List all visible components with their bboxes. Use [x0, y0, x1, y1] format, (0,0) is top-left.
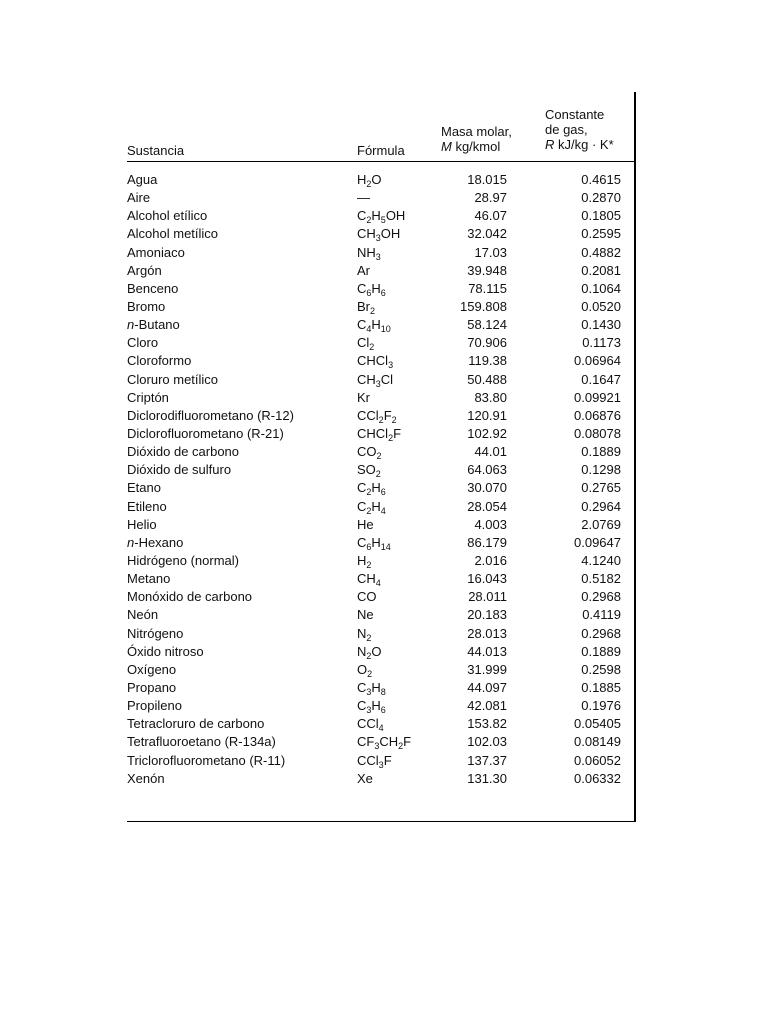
substance-label: Aire [127, 190, 151, 206]
table-row [127, 606, 634, 624]
formula-subscript: 4 [366, 324, 372, 335]
table-body [127, 171, 634, 788]
substance-label: Nitrógeno [127, 625, 184, 641]
formula-subscript: 3 [375, 233, 381, 244]
header-const-line2: de gas, [545, 122, 588, 137]
table-row [127, 498, 634, 516]
table-row [127, 588, 634, 606]
header-formula: Fórmula [357, 143, 405, 158]
table-row [127, 389, 634, 407]
molar-mass-cell: 102.92 [467, 425, 507, 441]
formula-cell: $CH_3Cl$ [357, 371, 394, 389]
substance-label: Tetracloruro de carbono [127, 716, 265, 732]
formula-cell: CHCl$_2$F [357, 425, 402, 443]
table-row [127, 352, 634, 370]
molar-mass-cell: 16.043 [467, 571, 507, 587]
molar-mass-cell: 28.011 [468, 589, 507, 605]
formula-subscript: 2 [366, 487, 372, 498]
formula-subscript: 2 [378, 414, 384, 425]
gas-constant-cell: 0.05405 [574, 716, 621, 732]
substance-prefix: n [127, 317, 135, 333]
bottom-rule [127, 821, 634, 822]
table-row [127, 189, 634, 207]
substance-name [127, 189, 150, 207]
table-row [127, 262, 634, 280]
substance-name [127, 298, 165, 316]
formula-cell: $SO_2$ [357, 462, 381, 480]
table-row [127, 697, 634, 715]
formula-subscript: 4 [378, 723, 384, 734]
table-row [127, 770, 634, 788]
substance-label: Amoniaco [127, 244, 185, 260]
substance-name [127, 733, 276, 751]
formula-cell: $C_3H_8$ [357, 679, 386, 697]
formula-cell: $H_2O$ [357, 172, 382, 189]
table-row [127, 733, 634, 751]
substance-label: Etano [127, 480, 161, 496]
table-row [127, 625, 634, 643]
substance-name [127, 661, 176, 679]
substance-name [127, 389, 169, 407]
molar-mass-cell: 46.07 [474, 208, 507, 224]
molar-mass-cell: 30.070 [467, 480, 507, 496]
formula-subscript: 6 [380, 487, 386, 498]
molar-mass-cell: 137.37 [467, 752, 507, 768]
formula-cell: $C_6H_{14}$ [357, 534, 391, 552]
formula-cell: Ar [357, 262, 370, 278]
substance-label: -Hexano [134, 534, 184, 550]
gas-constant-cell: 0.1298 [581, 462, 621, 478]
formula-subscript: 2 [366, 559, 372, 570]
gas-constant-cell: 0.1889 [581, 444, 621, 460]
formula-cell: $C_4H_{10}$ [357, 317, 391, 335]
table-row [127, 443, 634, 461]
gas-constant-cell: 0.1647 [581, 371, 621, 387]
formula-subscript: 5 [380, 215, 386, 226]
substance-prefix: n [127, 534, 135, 550]
formula-cell: Xe [357, 770, 373, 786]
table-row [127, 280, 634, 298]
formula-subscript: 6 [366, 541, 372, 552]
formula-subscript: 8 [380, 686, 386, 697]
formula-cell: He [357, 516, 374, 532]
substance-name [127, 225, 218, 243]
substance-label: Bromo [127, 298, 166, 314]
header-rule [127, 161, 634, 162]
molar-mass-cell: 44.013 [467, 643, 507, 659]
gas-constant-cell: 0.06052 [574, 752, 621, 768]
table-header [127, 92, 634, 162]
formula-cell: $N_2O$ [357, 643, 382, 661]
gas-constant-cell: 0.09647 [574, 534, 621, 550]
molar-mass-cell: 78.115 [468, 280, 507, 296]
header-const-line1: Constante [545, 107, 605, 122]
substance-label: Triclorofluorometano (R-11) [127, 752, 286, 768]
molar-mass-cell: 31.999 [467, 661, 507, 677]
formula-subscript: 3 [375, 251, 381, 262]
substance-label: Agua [127, 172, 158, 187]
substance-name [127, 715, 264, 733]
substance-name [127, 407, 294, 425]
substance-label: Diclorofluorometano (R-21) [127, 425, 284, 441]
substance-label: Dióxido de sulfuro [127, 462, 232, 478]
table-row [127, 316, 634, 334]
table-row [127, 552, 634, 570]
formula-cell: $H_2$ [357, 552, 372, 570]
substance-name [127, 552, 239, 570]
formula-subscript: 2 [366, 632, 372, 643]
gas-constant-cell: 0.1805 [581, 208, 621, 224]
formula-subscript: 3 [366, 686, 372, 697]
substance-label: Diclorodifluorometano (R-12) [127, 407, 294, 423]
substance-name [127, 280, 178, 298]
formula-subscript: 14 [380, 541, 391, 552]
substance-name [127, 461, 231, 479]
substance-name [127, 316, 180, 334]
substance-name [127, 443, 239, 461]
substance-name [127, 770, 165, 788]
gas-constant-cell: 0.1173 [582, 335, 621, 351]
substance-name [127, 334, 158, 352]
formula-cell: $O_2$ [357, 661, 373, 679]
formula-subscript: 4 [375, 578, 381, 589]
gas-constant-cell: 0.2595 [581, 226, 621, 242]
substance-label: Cloro [127, 335, 159, 351]
molar-mass-cell: 58.124 [467, 317, 507, 333]
substance-label: Monóxido de carbono [127, 589, 253, 605]
gas-constant-cell: 0.06964 [574, 353, 621, 369]
substance-label: Alcohol etílico [127, 208, 208, 224]
molar-mass-cell: 120.91 [467, 407, 507, 423]
formula-cell: CCl$_4$ [357, 716, 384, 734]
gas-constant-cell: 0.2968 [581, 625, 621, 641]
table-row [127, 207, 634, 225]
substance-name [127, 207, 207, 225]
substance-label: Benceno [127, 280, 179, 296]
substance-name [127, 534, 183, 552]
substance-label: Xenón [127, 770, 165, 786]
table-row [127, 534, 634, 552]
molar-mass-cell: 70.906 [467, 335, 507, 351]
substance-label: Argón [127, 262, 162, 278]
substance-label: Propileno [127, 698, 182, 714]
formula-subscript: 2 [398, 741, 404, 752]
gas-constant-cell: 0.1976 [581, 698, 621, 714]
molar-mass-cell: 153.82 [467, 716, 507, 732]
substance-name [127, 588, 252, 606]
header-masa-symbol: M [441, 139, 452, 154]
molar-mass-cell: 86.179 [467, 534, 507, 550]
substance-name [127, 425, 284, 443]
molar-mass-cell: 18.015 [467, 172, 507, 187]
substance-label: Tetrafluoroetano (R-134a) [127, 734, 276, 750]
table-row [127, 661, 634, 679]
header-const-symbol: R [545, 137, 555, 152]
substance-label: Hidrógeno (normal) [127, 552, 239, 568]
formula-cell: CCl$_3$F [357, 752, 392, 770]
formula-subscript: 6 [380, 705, 386, 716]
table-right-border [634, 92, 636, 822]
formula-cell: $CH_4$ [357, 571, 381, 589]
gas-constants-table [127, 92, 639, 822]
molar-mass-cell: 39.948 [467, 262, 507, 278]
formula-subscript: 10 [380, 324, 391, 335]
header-const-unit: kJ/kg · K* [554, 137, 614, 152]
formula-subscript: 2 [367, 668, 373, 679]
substance-name [127, 570, 170, 588]
table-row [127, 461, 634, 479]
substance-name [127, 697, 182, 715]
substance-label: Óxido nitroso [127, 643, 204, 659]
substance-label: Etileno [127, 498, 167, 514]
gas-constant-cell: 0.2968 [581, 589, 621, 605]
molar-mass-cell: 42.081 [467, 698, 507, 714]
formula-cell: $CCl_2F_2$ [357, 407, 397, 425]
formula-cell: $CF_3CH_2F$ [357, 734, 412, 752]
formula-cell: $CH_3OH$ [357, 226, 401, 244]
gas-constant-cell: 0.4615 [581, 172, 621, 187]
molar-mass-cell: 64.063 [467, 462, 507, 478]
header-masa-line1: Masa molar, [441, 124, 512, 139]
formula-subscript: 2 [369, 342, 375, 353]
gas-constant-cell: 0.06332 [574, 770, 621, 786]
molar-mass-cell: 44.01 [474, 444, 507, 460]
formula-subscript: 2 [366, 179, 372, 189]
substance-name [127, 244, 185, 262]
formula-subscript: 3 [374, 741, 380, 752]
molar-mass-cell: 32.042 [467, 226, 507, 242]
table-row [127, 334, 634, 352]
molar-mass-cell: 83.80 [474, 389, 507, 405]
molar-mass-cell: 28.97 [474, 190, 507, 206]
substance-name [127, 498, 167, 516]
substance-label: -Butano [134, 317, 180, 333]
header-masa-unit: kg/kmol [451, 139, 501, 154]
gas-constant-cell: 0.2598 [581, 661, 621, 677]
molar-mass-cell: 102.03 [467, 734, 507, 750]
gas-constant-cell: 0.1064 [581, 280, 621, 296]
gas-constant-cell: 0.0520 [581, 298, 621, 314]
substance-label: Cloruro metílico [127, 371, 219, 387]
header-masa-molar [441, 124, 512, 154]
header-sustancia: Sustancia [127, 143, 185, 158]
substance-label: Oxígeno [127, 661, 177, 677]
formula-cell: $Br_2$ [357, 298, 376, 316]
table-row [127, 715, 634, 733]
gas-constant-cell: 0.4882 [581, 244, 621, 260]
table-row [127, 425, 634, 443]
formula-subscript: 2 [388, 432, 394, 443]
formula-subscript: 2 [366, 215, 372, 226]
gas-constant-cell: 2.0769 [581, 516, 621, 532]
formula-cell: $C_2H_6$ [357, 480, 386, 498]
substance-name [127, 679, 176, 697]
table-row [127, 298, 634, 316]
formula-subscript: 6 [380, 287, 386, 298]
molar-mass-cell: 20.183 [467, 607, 507, 623]
substance-label: Propano [127, 679, 177, 695]
formula-cell: $C_6H_6$ [357, 280, 386, 298]
formula-subscript: 2 [391, 414, 397, 425]
formula-subscript: 3 [388, 360, 394, 371]
substance-label: Metano [127, 571, 171, 587]
substance-name [127, 171, 157, 189]
formula-subscript: 3 [375, 378, 381, 389]
table-row [127, 371, 634, 389]
formula-cell: CO [357, 589, 377, 605]
formula-cell: $Cl_2$ [357, 335, 375, 353]
formula-subscript: 2 [376, 451, 382, 462]
gas-constant-cell: 0.1430 [581, 317, 621, 333]
formula-cell: Kr [357, 389, 370, 405]
gas-constant-cell: 0.2081 [581, 262, 621, 278]
table-row [127, 244, 634, 262]
formula-subscript: 3 [378, 759, 384, 770]
molar-mass-cell: 119.38 [468, 353, 507, 369]
molar-mass-cell: 159.808 [460, 298, 507, 314]
substance-label: Helio [127, 516, 157, 532]
formula-cell: $C_3H_6$ [357, 698, 386, 716]
molar-mass-cell: 50.488 [467, 371, 507, 387]
formula-subscript: 6 [366, 287, 372, 298]
substance-name [127, 371, 218, 389]
formula-subscript: 2 [375, 469, 381, 480]
gas-constant-cell: 0.08078 [574, 425, 621, 441]
gas-constant-cell: 0.2765 [581, 480, 621, 496]
substance-label: Dióxido de carbono [127, 444, 240, 460]
gas-constant-cell: 0.06876 [574, 407, 621, 423]
molar-mass-cell: 2.016 [474, 552, 507, 568]
formula-cell: $NH_3$ [357, 244, 381, 262]
gas-constant-cell: 0.5182 [581, 571, 621, 587]
molar-mass-cell: 17.03 [474, 244, 507, 260]
gas-constant-cell: 0.2870 [581, 190, 621, 206]
gas-constant-cell: 0.08149 [574, 734, 621, 750]
table-row [127, 407, 634, 425]
header-constante [545, 107, 614, 152]
table-row [127, 479, 634, 497]
substance-name [127, 516, 157, 534]
table-row [127, 171, 634, 189]
gas-constant-cell: 0.2964 [581, 498, 621, 514]
table-row [127, 570, 634, 588]
table-row [127, 516, 634, 534]
formula-subscript: 4 [380, 505, 386, 516]
substance-label: Neón [127, 607, 159, 623]
table-row [127, 752, 634, 770]
molar-mass-cell: 44.097 [467, 679, 507, 695]
table-row [127, 679, 634, 697]
gas-constant-cell: 0.09921 [574, 389, 621, 405]
molar-mass-cell: 4.003 [474, 516, 507, 532]
gas-constant-cell: 0.4119 [582, 607, 621, 623]
gas-constant-cell: 0.1885 [581, 679, 621, 695]
formula-cell: $C_2H_5OH$ [357, 208, 406, 226]
formula-subscript: 2 [366, 650, 372, 661]
substance-label: Cloroformo [127, 353, 192, 369]
substance-name [127, 606, 158, 624]
formula-cell: CHCl$_3$ [357, 353, 394, 371]
substance-name [127, 625, 183, 643]
formula-subscript: 3 [366, 705, 372, 716]
substance-name [127, 262, 162, 280]
molar-mass-cell: 28.054 [467, 498, 507, 514]
formula-subscript: 2 [370, 305, 376, 316]
gas-constant-cell: 4.1240 [581, 552, 621, 568]
substance-name [127, 643, 204, 661]
table-row [127, 225, 634, 243]
substance-label: Alcohol metílico [127, 226, 219, 242]
table-row [127, 643, 634, 661]
formula-cell: $CO_2$ [357, 444, 382, 462]
substance-name [127, 352, 191, 370]
substance-name [127, 752, 285, 770]
molar-mass-cell: 28.013 [467, 625, 507, 641]
formula-subscript: 2 [366, 505, 372, 516]
formula-cell: — [357, 190, 370, 206]
substance-name [127, 479, 161, 497]
substance-label: Criptón [127, 389, 169, 405]
formula-cell: $N_2$ [357, 625, 372, 643]
formula-cell: $C_2H_4$ [357, 498, 386, 516]
molar-mass-cell: 131.30 [467, 770, 507, 786]
gas-constant-cell: 0.1889 [581, 643, 621, 659]
formula-cell: Ne [357, 607, 374, 623]
